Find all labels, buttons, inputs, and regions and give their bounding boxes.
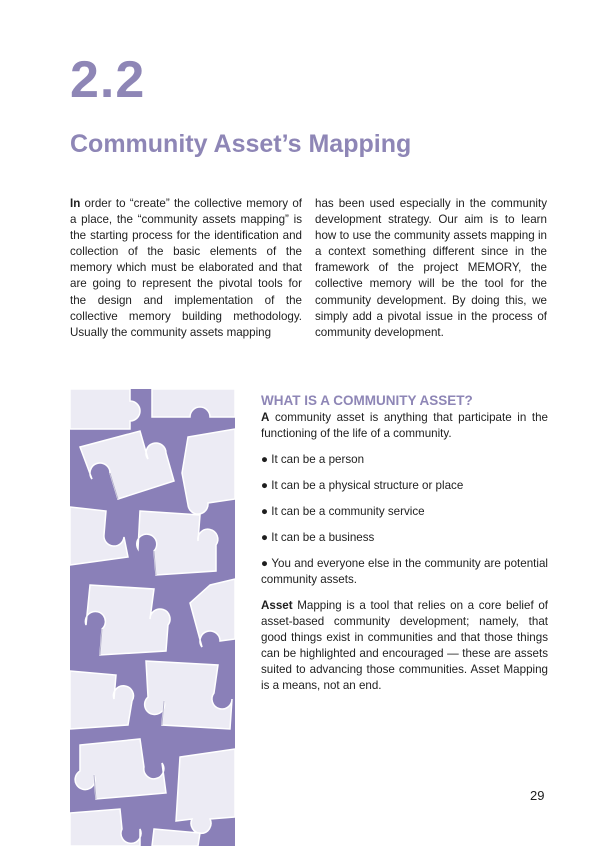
section-title: Community Asset’s Mapping bbox=[70, 130, 412, 158]
intro-right-text: has been used especially in the community development strategy. Our aim is to learn how to use the community assets mapping in a context something different since in the framework of the project MEMORY, the collective memory will be the tool for the community development. By doing this, we simply add a pivotal issue in the process of community development. bbox=[315, 197, 547, 339]
intro-right-column bbox=[315, 196, 547, 341]
puzzle-pieces-illustration bbox=[70, 389, 235, 846]
asset-bullet-person: ● It can be a person bbox=[261, 453, 365, 466]
mapping-text: Mapping is a tool that relies on a core belief of asset-based community development; namely, that good things exist in communities and that those things can be highlighted and encouraged — these are assets suited to advancing those communities. Asset Mapping is a means, not an end. bbox=[261, 599, 548, 692]
intro-left-paragraph bbox=[70, 196, 302, 341]
asset-bullet-business: ● It can be a business bbox=[261, 531, 375, 544]
definition-lead-word: A bbox=[261, 411, 270, 424]
intro-left-column bbox=[70, 196, 302, 341]
community-asset-heading: WHAT IS A COMMUNITY ASSET? bbox=[261, 393, 473, 408]
page-number: 29 bbox=[530, 788, 545, 803]
definition-text: community asset is anything that participate in the functioning of the life of a community. bbox=[261, 411, 548, 440]
community-asset-definition bbox=[261, 410, 548, 442]
section-number: 2.2 bbox=[70, 51, 146, 109]
community-asset-box bbox=[261, 392, 548, 694]
puzzle-image bbox=[70, 389, 235, 846]
mapping-lead-word: Asset bbox=[261, 599, 293, 612]
asset-bullet-everyone: ● You and everyone else in the community are potential community assets. bbox=[261, 557, 548, 586]
asset-bullet-place: ● It can be a physical structure or place bbox=[261, 479, 464, 492]
asset-mapping-paragraph bbox=[261, 598, 548, 694]
intro-left-text: order to “create” the collective memory of a place, the “community assets mapping” is the starting process for the identification and collection of the basic elements of the memory which must be elaborated and that are going to represent the pivotal tools for the design and implementation of the collective memory building methodology. Usually the community assets mapping bbox=[70, 197, 302, 339]
intro-lead-word: In bbox=[70, 197, 81, 210]
asset-bullet-service: ● It can be a community service bbox=[261, 505, 425, 518]
